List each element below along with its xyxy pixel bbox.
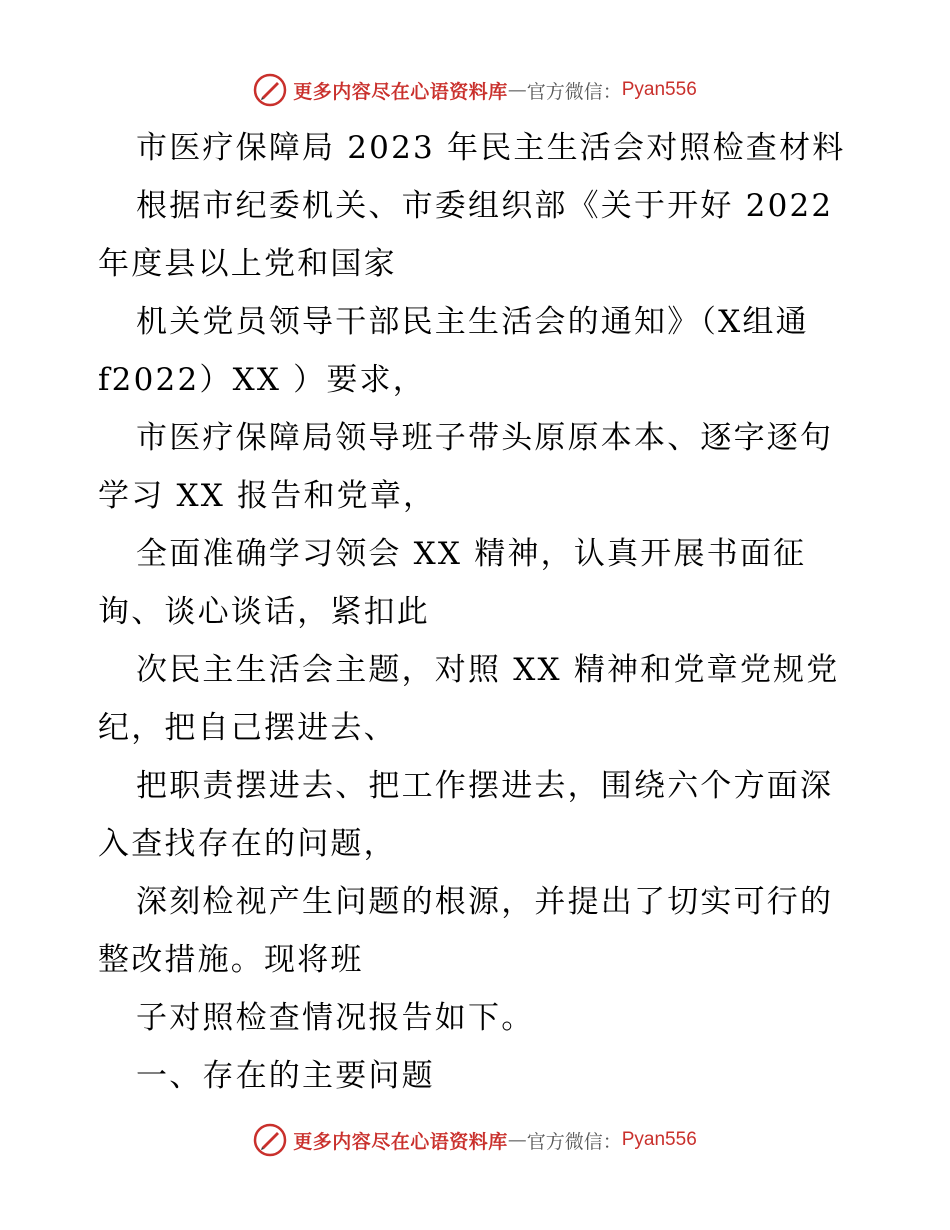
paragraph-line: 子对照检查情况报告如下。	[136, 1000, 535, 1036]
watermark-text: 更多内容尽在心语资料库	[293, 80, 508, 103]
paragraph-line: 市医疗保障局领导班子带头原原本本、逐字逐句	[136, 420, 834, 456]
paragraph-line: 询、谈心谈话，紧扣此	[98, 594, 430, 630]
paragraph-line: 整改措施。现将班	[98, 942, 364, 978]
watermark-wechat-id: Pyan556	[621, 79, 697, 100]
paragraph-line: 把职责摆进去、把工作摆进去，围绕六个方面深	[136, 768, 834, 804]
section-heading: 一、存在的主要问题	[136, 1058, 435, 1094]
watermark-dash: —	[507, 1129, 527, 1151]
paragraph-line: 深刻检视产生问题的根源，并提出了切实可行的	[136, 884, 834, 920]
header-watermark	[0, 68, 950, 112]
paragraph-line: 年度县以上党和国家	[98, 246, 397, 282]
quill-logo-icon	[253, 1123, 287, 1157]
quill-logo-icon	[253, 73, 287, 107]
footer-watermark	[0, 1118, 950, 1162]
watermark-text: 更多内容尽在心语资料库	[293, 1130, 508, 1153]
paragraph-line: 入查找存在的问题，	[98, 826, 397, 862]
document-title: 市医疗保障局 2023 年民主生活会对照检查材料	[136, 130, 846, 166]
watermark-official-label: 官方微信：	[526, 1130, 622, 1153]
paragraph-line: 学习 XX 报告和党章，	[98, 478, 437, 514]
paragraph-line: 次民主生活会主题，对照 XX 精神和党章党规党	[136, 652, 840, 688]
paragraph-line: 全面准确学习领会 XX 精神，认真开展书面征	[136, 536, 807, 572]
watermark-official-label: 官方微信：	[526, 80, 622, 103]
paragraph-line: f2022）XX ）要求，	[98, 362, 426, 398]
paragraph-line: 机关党员领导干部民主生活会的通知》（X组通	[136, 304, 809, 340]
watermark-wechat-id: Pyan556	[621, 1129, 697, 1150]
watermark-dash: —	[507, 79, 527, 101]
paragraph-line: 纪，把自己摆进去、	[98, 710, 397, 746]
paragraph-line: 根据市纪委机关、市委组织部《关于开好 2022	[136, 188, 834, 224]
